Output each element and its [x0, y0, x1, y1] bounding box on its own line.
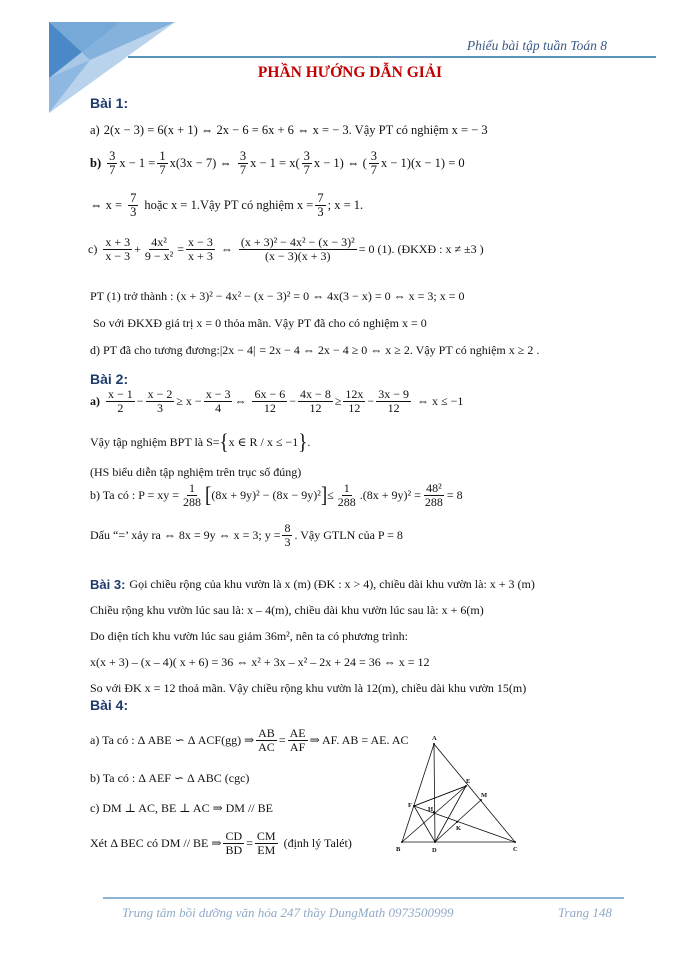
- expr-text: Dấu “=’ xảy ra ⇔ 8x = 9y ⇔ x = 3; y =: [90, 527, 281, 542]
- bai2-equality: [90, 522, 403, 548]
- expr-text: ≥: [334, 393, 342, 408]
- label-F: F: [408, 802, 412, 809]
- bai1-a-label: a): [90, 123, 100, 137]
- fraction: $\frac{6x - 6}{12}$: [254, 387, 286, 415]
- fraction: $\frac{8}{3}$: [284, 521, 291, 549]
- set-expression: x ∈ R / x ≤ −1: [228, 435, 299, 449]
- fraction: $\frac{AE}{AF}$: [289, 726, 306, 754]
- fraction: $\frac{3x - 9}{12}$: [378, 387, 409, 415]
- bai1-d: [90, 343, 539, 358]
- footer-rule: [103, 897, 624, 899]
- bai2-heading: Bài 2:: [90, 371, 129, 387]
- expr-text: +: [134, 241, 141, 256]
- fraction: $\frac{3}{7}$: [303, 149, 310, 178]
- bai4-b: b) Ta có : Δ AEF ∽ Δ ABC (cgc): [90, 771, 250, 785]
- bai2-solution-set: Vậy tập nghiệm BPT là S= { x ∈ R / x ≤ −1 } .: [90, 430, 311, 455]
- expr-text: Vậy tập nghiệm BPT là S=: [90, 435, 220, 449]
- fraction: $\frac{7}{3}$: [317, 191, 324, 220]
- bai3-heading: Bài 3:: [90, 577, 126, 592]
- bracket-expression: (8x + 9y)² − (8x − 9y)²: [211, 487, 321, 502]
- bai3-line-1: [90, 577, 535, 592]
- expr-text: Xét Δ BEC có DM // BE ⇒: [90, 835, 222, 850]
- expr-text: =: [246, 835, 253, 850]
- expr-text: hoặc x = 1.Vậy PT có nghiệm x =: [144, 198, 314, 213]
- fraction: $\frac{4x - 8}{12}$: [300, 387, 331, 415]
- fraction: $\frac{1}{288}$: [183, 481, 202, 509]
- bai3-line-2: Chiều rộng khu vườn lúc sau là: x – 4(m), chiều dài khu vườn lúc sau là: x + 6(m): [90, 603, 484, 617]
- bai1-b-label: b): [90, 156, 102, 171]
- bai2-a: [90, 388, 463, 414]
- bai3-line-4: x(x + 3) – (x – 4)( x + 6) = 36 ⇔ x² + 3x – x² – 2x + 24 = 36 ⇔ x = 12: [90, 655, 430, 669]
- expr-text: x(3x − 7) ⇔: [169, 156, 232, 171]
- expr-text: . Vậy GTLN của P = 8: [294, 527, 403, 542]
- expr-text: a) Ta có : Δ ABE ∽ Δ ACF(gg) ⇒: [90, 732, 255, 747]
- expr-text: ⇔: [220, 241, 233, 256]
- header-rule: [128, 56, 656, 58]
- fraction: $\frac{1}{7}$: [159, 149, 166, 178]
- expr-text: ; x = 1.: [327, 198, 364, 213]
- bai1-a: [90, 123, 488, 138]
- label-K: K: [456, 825, 462, 832]
- label-D: D: [432, 847, 437, 854]
- fraction: $\frac{\text{48²}}{288}$: [424, 481, 443, 509]
- label-M: M: [481, 792, 488, 799]
- bai4-heading: Bài 4:: [90, 697, 129, 713]
- expr-text: −: [289, 393, 297, 408]
- bai2-b: b) Ta có : P = xy = $\frac{1}{288}$ [ (8x + 9y)² − (8x − 9y)² ] ≤ $\frac{1}{288}$ .(8x + 9y)² = $\frac{\text{48²}}{288}$ = 8: [90, 481, 463, 509]
- expr-text: .(8x + 9y)² =: [359, 487, 421, 502]
- bai1-c: [88, 236, 484, 262]
- expr-text: b) Ta có : P = xy =: [90, 487, 180, 502]
- expr-text: ⇔ x ≤ −1: [416, 393, 464, 408]
- label-B: B: [396, 846, 401, 853]
- bai1-b-solution: [90, 192, 363, 219]
- bai4-a: [90, 727, 408, 753]
- expr-text: ≥ x −: [176, 393, 202, 408]
- expr-text: x − 1) ⇔ (: [313, 156, 367, 171]
- fraction: $\frac{\text{4x²}}{\text{9 − x²}}$: [144, 235, 174, 263]
- bai2-note: (HS biểu diễn tập nghiệm trên trục số đúng): [90, 465, 302, 479]
- triangle-figure: [390, 725, 540, 860]
- bai2-a-label: a): [90, 393, 100, 408]
- footer-center-name: Trung tâm bồi dưỡng văn hóa 247 thầy DungMath 0973500999: [122, 905, 454, 920]
- bai1-c-line2: PT (1) trở thành : (x + 3)² − 4x² − (x − 3)² = 0 ⇔ 4x(3 − x) = 0 ⇔ x = 3; x = 0: [90, 289, 465, 303]
- expr-text: = 8: [446, 487, 463, 502]
- expr-text: x − 1 =: [119, 156, 156, 171]
- bai3-text: Gọi chiều rộng của khu vườn là x (m) (ĐK : x > 4), chiều dài khu vườn là: x + 3 (m): [129, 577, 535, 591]
- label-E: E: [466, 778, 471, 785]
- fraction: $\frac{x - 1}{2}$: [108, 387, 133, 415]
- expr-text: d) PT đã cho tương đương:: [90, 343, 220, 357]
- expr-text: ⇔: [234, 393, 247, 408]
- bai4-xet: [90, 830, 352, 856]
- expr-text: ≤: [327, 487, 334, 502]
- fraction: $\frac{CD}{BD}$: [225, 829, 243, 857]
- bai1-heading: Bài 1:: [90, 95, 129, 111]
- expr-text: x − 1 = x(: [250, 156, 300, 171]
- fraction: $\frac{AB}{AC}$: [258, 726, 275, 754]
- fraction: $\frac{x - 2}{3}$: [147, 387, 173, 415]
- fraction: $\frac{7}{3}$: [130, 191, 137, 220]
- bai4-c: c) DM ⊥ AC, BE ⊥ AC ⇒ DM // BE: [90, 801, 273, 815]
- page-number: Trang 148: [558, 905, 612, 920]
- expr-text: .: [307, 435, 311, 449]
- absolute-value: |2x − 4|: [219, 343, 256, 357]
- label-H: H: [428, 806, 434, 813]
- bai3-line-5: So với ĐK x = 12 thoả mãn. Vậy chiều rộng khu vườn là 12(m), chiều dài khu vườn 15(m): [90, 681, 527, 695]
- expr-text: (định lý Talét): [283, 835, 352, 850]
- label-C: C: [513, 846, 518, 853]
- fraction: $\frac{x - 3}{x + 3}$: [188, 235, 213, 263]
- label-A: A: [432, 735, 437, 742]
- header-title: Phiếu bài tập tuần Toán 8: [466, 38, 607, 53]
- expr-text: ⇔ x =: [90, 198, 123, 213]
- bai1-c-label: c): [88, 241, 98, 256]
- expr-text: −: [367, 393, 375, 408]
- bai1-a-text: 2(x − 3) = 6(x + 1) ⇔ 2x − 6 = 6x + 6 ⇔ x = − 3. Vậy PT có nghiệm x = − 3: [103, 123, 488, 137]
- fraction: $\frac{3}{7}$: [370, 149, 377, 178]
- expr-text: x − 1)(x − 1) = 0: [381, 156, 465, 171]
- expr-text: =: [278, 732, 286, 747]
- fraction: $\frac{x + 3}{x - 3}$: [105, 235, 131, 263]
- fraction: $\frac{1}{288}$: [337, 481, 356, 509]
- bai3-line-3: Do diện tích khu vườn lúc sau giảm 36m², nên ta có phương trình:: [90, 629, 408, 643]
- fraction: $\frac{CM}{EM}$: [256, 829, 276, 857]
- fraction: $\frac{x - 3}{4}$: [205, 387, 231, 415]
- fraction: $\frac{\text{(x + 3)² − 4x² − (x − 3)²}}{(x - 3)(x + 3)}$: [240, 235, 355, 263]
- expr-text: = 0 (1). (ĐKXĐ : x ≠ ±3 ): [358, 241, 484, 256]
- expr-text: −: [136, 393, 144, 408]
- bai1-c-line3: So với ĐKXĐ giá trị x = 0 thỏa mãn. Vậy PT đã cho có nghiệm x = 0: [93, 316, 427, 330]
- expr-text: =: [177, 241, 185, 256]
- bai1-b: [90, 150, 465, 177]
- page-title: PHẦN HƯỚNG DẪN GIẢI: [257, 64, 443, 81]
- expr-text: = 2x − 4 ⇔ 2x − 4 ≥ 0 ⇔ x ≥ 2. Vậy PT có nghiệm x ≥ 2 .: [259, 343, 540, 357]
- fraction: $\frac{3}{7}$: [239, 149, 247, 178]
- fraction: $\frac{3}{7}$: [109, 149, 116, 178]
- expr-text: ⇒ AF. AB = AE. AC: [309, 732, 409, 747]
- fraction: $\frac{12x}{12}$: [345, 387, 364, 415]
